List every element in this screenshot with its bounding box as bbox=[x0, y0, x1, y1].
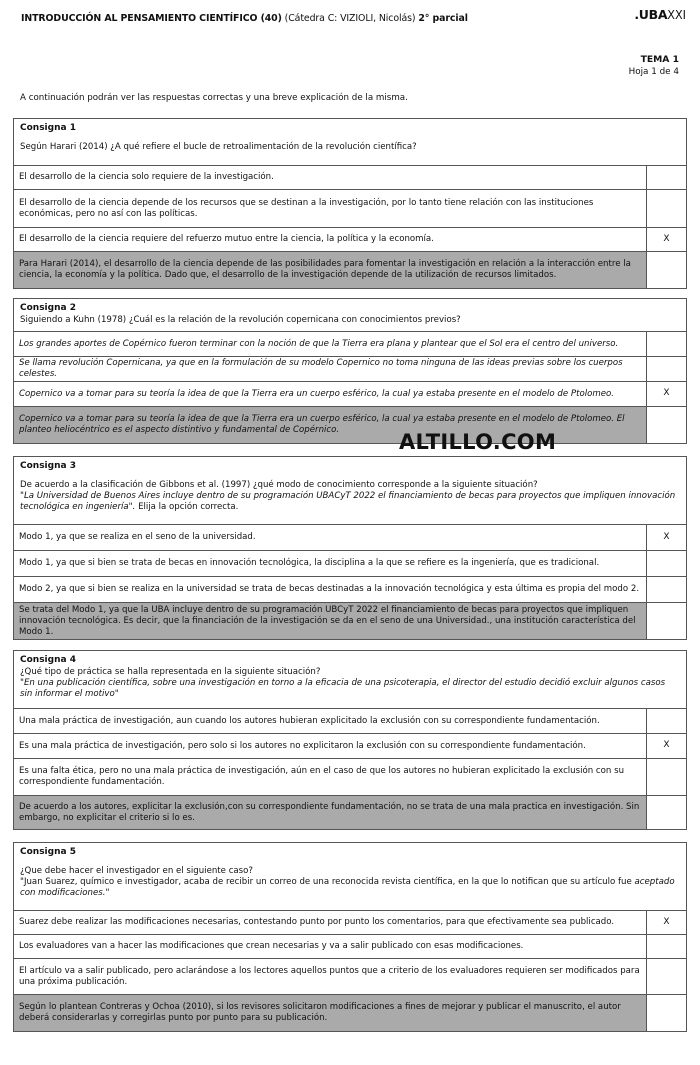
answer-option bbox=[14, 190, 686, 228]
question-prompt: Según Harari (2014) ¿A qué refiere el bucle de retroalimentación de la revolución científica? bbox=[20, 141, 417, 152]
option-mark bbox=[646, 332, 686, 356]
question-block-3 bbox=[13, 456, 687, 640]
option-text: El desarrollo de la ciencia requiere del refuerzo mutuo entre la ciencia, la política y la economía. bbox=[19, 234, 434, 244]
logo-main: .UBA bbox=[634, 7, 668, 22]
question-prompt: Siguiendo a Kuhn (1978) ¿Cuál es la relación de la revolución copernicana con conocimientos previos? bbox=[20, 314, 461, 325]
uba-xxi-logo bbox=[634, 7, 686, 22]
question-block-1 bbox=[13, 118, 687, 289]
answer-option bbox=[14, 332, 686, 357]
option-mark bbox=[646, 959, 686, 994]
answer-option bbox=[14, 551, 686, 577]
question-prompt bbox=[20, 667, 679, 700]
prompt-tail: Elija la opción correcta. bbox=[135, 501, 239, 512]
option-mark: X bbox=[646, 228, 686, 251]
option-text: Los grandes aportes de Copérnico fueron terminar con la noción de que la Tierra era plana y plantear que el Sol era el centro del universo. bbox=[19, 338, 619, 349]
document-title bbox=[21, 13, 468, 24]
option-mark bbox=[646, 190, 686, 227]
option-mark bbox=[646, 935, 686, 958]
answer-option bbox=[14, 577, 686, 603]
option-mark: X bbox=[646, 911, 686, 934]
answer-option bbox=[14, 382, 686, 407]
option-text: Una mala práctica de investigación, aun cuando los autores hubieran explicitado la exclusión con su correspondiente fundamentación. bbox=[19, 715, 600, 726]
option-mark: X bbox=[646, 382, 686, 406]
option-text: Se llama revolución Copernicana, ya que en la formulación de su modelo Copernico no toma ninguna de las ideas previas sobre los cuerpos celestes. bbox=[19, 358, 623, 379]
option-mark bbox=[646, 357, 686, 381]
question-header bbox=[14, 299, 686, 332]
question-title: Consigna 1 bbox=[20, 123, 76, 133]
watermark: ALTILLO.COM bbox=[399, 430, 557, 454]
course-name: INTRODUCCIÓN AL PENSAMIENTO CIENTÍFICO (40) bbox=[21, 13, 282, 24]
answer-option bbox=[14, 959, 686, 995]
option-text: Suarez debe realizar las modificaciones necesarias, contestando punto por punto los comentarios, para que efectivamente sea publicado. bbox=[19, 917, 615, 927]
explanation-text: Se trata del Modo 1, ya que la UBA incluye dentro de su programación UBCyT 2022 el financiamiento de becas para proyectos que impliquen innovación tecnológica. Es decir, que la financiación de la investigación se da en el seno de una Universidad., una institución característica del Modo 1. bbox=[14, 603, 646, 639]
option-mark: X bbox=[646, 734, 686, 758]
question-block-4 bbox=[13, 650, 687, 830]
catedra: (Cátedra C: VIZIOLI, Nicolás) bbox=[281, 13, 419, 24]
explanation-mark bbox=[646, 407, 686, 443]
answer-option bbox=[14, 935, 686, 959]
prompt-quote: "La Universidad de Buenos Aires incluye dentro de su programación UBACyT 2022 el financiamiento de becas para proyectos que impliquen innovación tecnológica en ingeniería". bbox=[20, 490, 676, 512]
option-mark bbox=[646, 551, 686, 576]
explanation-text: De acuerdo a los autores, explicitar la exclusión,con su correspondiente fundamentación, no se trata de una mala practica en investigación. Sin embargo, no explicitar el criterio si lo es. bbox=[14, 796, 646, 829]
prompt-text: ¿Qué tipo de práctica se halla representada en la siguiente situación? bbox=[20, 666, 321, 677]
answer-option bbox=[14, 759, 686, 796]
answer-option bbox=[14, 166, 686, 190]
option-mark bbox=[646, 759, 686, 795]
question-block-2 bbox=[13, 298, 687, 444]
question-header bbox=[14, 119, 686, 166]
exam-label: 2° parcial bbox=[418, 13, 468, 24]
question-prompt bbox=[20, 480, 679, 513]
answer-option bbox=[14, 911, 686, 935]
explanation-mark bbox=[646, 796, 686, 829]
question-title: Consigna 3 bbox=[20, 461, 76, 471]
explanation-row bbox=[14, 252, 686, 288]
question-header bbox=[14, 843, 686, 911]
option-text: Modo 1, ya que se realiza en el seno de la universidad. bbox=[19, 532, 256, 542]
explanation-row bbox=[14, 995, 686, 1031]
option-mark: X bbox=[646, 525, 686, 550]
question-header bbox=[14, 651, 686, 709]
question-block-5 bbox=[13, 842, 687, 1032]
explanation-row bbox=[14, 407, 686, 443]
prompt-tail: aceptado con modificaciones." bbox=[20, 876, 675, 898]
answer-option bbox=[14, 734, 686, 759]
answer-option bbox=[14, 228, 686, 252]
option-text: Es una mala práctica de investigación, pero solo si los autores no explicitaron la exclusión con su correspondiente fundamentación. bbox=[19, 740, 586, 751]
prompt-quote: "Juan Suarez, químico e investigador, acaba de recibir un correo de una reconocida revista científica, en la que lo notifican que su artículo fue bbox=[20, 876, 635, 887]
prompt-quote: "En una publicación científica, sobre una investigación en torno a la eficacia de una psicoterapia, el director del estudio decidió excluir algunos casos sin informar el motivo" bbox=[20, 677, 666, 699]
answer-option bbox=[14, 709, 686, 734]
explanation-row bbox=[14, 603, 686, 639]
option-mark bbox=[646, 577, 686, 602]
question-title: Consigna 4 bbox=[20, 655, 76, 665]
page-number: Hoja 1 de 4 bbox=[628, 67, 679, 77]
answer-option bbox=[14, 525, 686, 551]
explanation-mark bbox=[646, 995, 686, 1031]
option-text: Es una falta ética, pero no una mala práctica de investigación, aún en el caso de que los autores no hubieran explicitado la exclusión con su correspondiente fundamentación. bbox=[19, 766, 625, 787]
tema-label: TEMA 1 bbox=[640, 54, 679, 65]
prompt-text: De acuerdo a la clasificación de Gibbons et al. (1997) ¿qué modo de conocimiento corresponde a la siguiente situación? bbox=[20, 479, 538, 490]
option-text: El artículo va a salir publicado, pero aclarándose a los lectores aquellos puntos que a criterio de los evaluadores requieren ser modificados para una próxima publicación. bbox=[19, 965, 640, 987]
option-text: Los evaluadores van a hacer las modificaciones que crean necesarias y va a salir publicado con esas modificaciones. bbox=[19, 941, 524, 951]
explanation-text: Para Harari (2014), el desarrollo de la ciencia depende de las posibilidades para fomentar la investigación en relación a la interacción entre la ciencia, la economía y la política. Dado que, el desarrollo de la investigación depende de la utilización de recursos limitados. bbox=[14, 252, 646, 288]
explanation-text: Copernico va a tomar para su teoría la idea de que la Tierra era un cuerpo esférico, la cual ya estaba presente en el modelo de Ptolomeo. El planteo heliocéntrico es el aspecto distintivo y fundamental de Copérnico. bbox=[14, 407, 646, 443]
explanation-mark bbox=[646, 252, 686, 288]
question-header bbox=[14, 457, 686, 525]
question-prompt bbox=[20, 866, 679, 899]
answer-option bbox=[14, 357, 686, 382]
option-text: Modo 2, ya que si bien se realiza en la universidad se trata de becas destinadas a la innovación tecnológica y esta última es propia del modo 2. bbox=[19, 584, 640, 594]
option-text: Modo 1, ya que si bien se trata de becas en innovación tecnológica, la disciplina a la que se refiere es la ingeniería, que es tradicional. bbox=[19, 558, 600, 568]
option-mark bbox=[646, 166, 686, 189]
question-title: Consigna 5 bbox=[20, 847, 76, 857]
option-text: El desarrollo de la ciencia solo requiere de la investigación. bbox=[19, 172, 274, 182]
explanation-row bbox=[14, 796, 686, 829]
intro-text: A continuación podrán ver las respuestas correctas y una breve explicación de la misma. bbox=[20, 93, 408, 103]
prompt-text: ¿Que debe hacer el investigador en el siguiente caso? bbox=[20, 865, 253, 876]
question-title: Consigna 2 bbox=[20, 303, 76, 313]
explanation-text: Según lo plantean Contreras y Ochoa (2010), si los revisores solicitaron modificaciones a fines de mejorar y publicar el manuscrito, el autor deberá considerarlas y corregirlas punto por punto para su publicación. bbox=[14, 995, 646, 1031]
option-mark bbox=[646, 709, 686, 733]
logo-sub: XXI bbox=[667, 7, 686, 22]
option-text: El desarrollo de la ciencia depende de los recursos que se destinan a la investigación, por lo tanto tiene relación con las instituciones económicas, pero no así con las políticas. bbox=[19, 197, 594, 219]
explanation-mark bbox=[646, 603, 686, 639]
option-text: Copernico va a tomar para su teoría la idea de que la Tierra era un cuerpo esférico, la cual ya estaba presente en el modelo de Ptolomeo. bbox=[19, 388, 614, 399]
